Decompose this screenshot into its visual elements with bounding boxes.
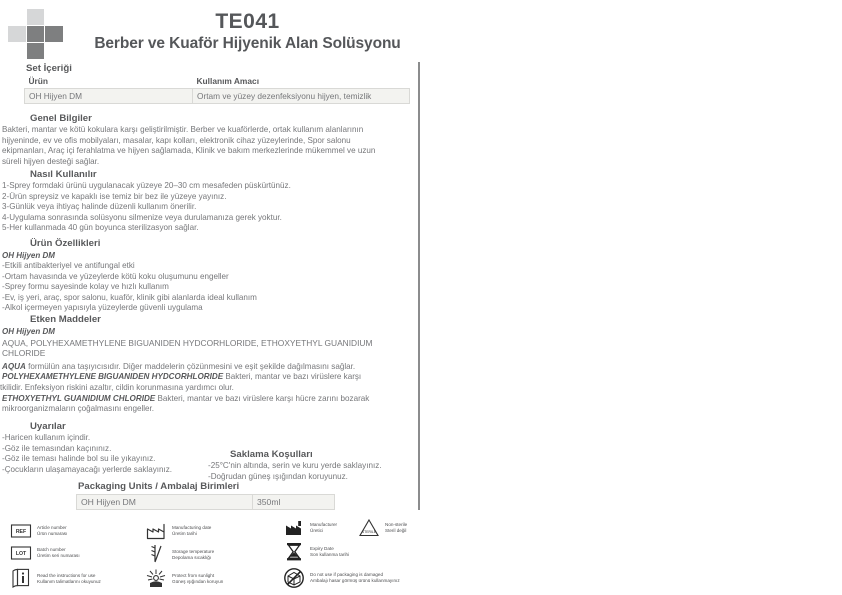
how-to-use-heading: Nasıl Kullanılır	[30, 169, 97, 180]
warnings-storage-columns	[0, 433, 420, 481]
text-line: -Göz ile teması halinde bol su ile yıkayınız.	[2, 454, 156, 464]
legend-text-en: Manufacturer	[310, 522, 338, 527]
text-line: Bakteri, mantar ve kötü kokulara karşı geliştirilmiştir. Berber ve kuaförlerde, ortak kullanım alanlarının	[2, 125, 364, 134]
logo-square-bottom	[27, 43, 44, 59]
ingredient-description	[2, 362, 414, 373]
text-line: -Etkili antibakteriyel ve antifungal etki	[2, 261, 135, 270]
text-line: -Doğrudan güneş ışığından koruyunuz.	[208, 471, 348, 481]
legend-item-batch-number	[10, 542, 80, 564]
ingredient-text: Bakteri, mantar ve bazı virüslere karşı	[223, 372, 362, 382]
legend-item-storage-temperature	[145, 544, 214, 566]
legend-item-damaged-packaging	[283, 567, 400, 589]
cell-product-name: OH Hijyen DM	[25, 89, 193, 104]
table-row	[25, 89, 410, 104]
manufacturing-date-factory-icon	[145, 520, 167, 542]
packaging-table	[76, 494, 335, 510]
column-header-product: Ürün	[28, 76, 49, 86]
text-line: ekipmanları, Araç içi ferahlatma ve hijyen sağlamada, Klinik ve bakım merkezlerinde mükemmel ve uzun	[2, 146, 376, 156]
text-line: -Sprey formu sayesinde kolay ve hızlı kullanım	[2, 282, 169, 292]
general-info-heading: Genel Bilgiler	[30, 113, 92, 124]
ingredient-text: Bakteri, mantar ve bazı virüslere karşı hücre zarını bozarak	[155, 393, 370, 403]
text-line: -Çocukların ulaşamayacağı yerlerde saklayınız.	[2, 464, 173, 474]
text-line: 2-Ürün spreysiz ve kapaklı ise temiz bir bez ile yüzeye yayınız.	[2, 191, 227, 201]
text-line: -Ev, iş yeri, araç, spor salonu, kuaför, klinik gibi alanlarda ideal kullanım	[2, 292, 257, 302]
legend-item-article-number	[10, 520, 67, 542]
document-header	[0, 0, 440, 60]
storage-heading: Saklama Koşulları	[230, 449, 313, 460]
manufacturer-factory-icon	[283, 517, 305, 539]
legend-text-en: Article number	[37, 525, 67, 530]
ingredient-term: POLYHEXAMETHYLENE BIGUANIDEN HYDCORHLORIDE	[2, 372, 224, 382]
document-title: Berber ve Kuaför Hijyenik Alan Solüsyonu	[94, 35, 401, 52]
cell-product-purpose: Ortam ve yüzey dezenfeksiyonu hijyen, temizlik	[193, 89, 410, 104]
legend-text	[385, 522, 407, 534]
legend-text-en: Batch number	[37, 547, 66, 552]
legend-item-expiry-date	[283, 541, 349, 563]
set-contents-table	[24, 75, 410, 104]
product-features-text	[0, 261, 420, 314]
legend-text	[310, 572, 400, 584]
warnings-heading: Uyarılar	[30, 421, 66, 432]
lot-batch-number-icon	[10, 542, 32, 564]
legend-text-tr: Son kullanma tarihi	[310, 552, 350, 557]
ingredient-text: formülün ana taşıyıcısıdır. Diğer maddelerin çözünmesini ve eşit şekilde dağılmasını sağlar.	[25, 361, 356, 371]
svg-text:LOT: LOT	[15, 551, 27, 557]
legend-text-en: Protect from sunlight	[172, 573, 215, 578]
legend-text-tr: Depolama sıcaklığı	[172, 555, 212, 560]
svg-text:STERILE: STERILE	[361, 530, 377, 534]
warnings-text	[2, 433, 202, 475]
cell-packaging-volume: 350ml	[253, 495, 335, 510]
legend-text-en: Storage temperature	[172, 549, 215, 554]
table-header-row	[25, 75, 410, 89]
legend-item-read-instructions	[10, 568, 101, 590]
ingredient-description	[0, 383, 414, 394]
ingredient-term: AQUA	[2, 361, 26, 371]
text-line: 1-Sprey formdaki ürünü uygulanacak yüzeye 20–30 cm mesafeden püskürtünüz.	[2, 181, 291, 190]
legend-item-manufacturing-date	[145, 520, 211, 542]
text-line: AQUA, POLYHEXAMETHYLENE BIGUANIDEN HYDCORHLORIDE, ETHOXYETHYL GUANIDIUM	[2, 338, 373, 348]
active-ingredients-descriptions	[0, 362, 420, 415]
active-ingredients-heading: Etken Maddeler	[30, 314, 101, 325]
logo-square-center	[27, 26, 44, 42]
legend-text	[37, 547, 80, 559]
symbol-legend	[0, 515, 442, 595]
text-line: -Haricen kullanım içindir.	[2, 433, 91, 442]
legend-text-tr: Steril değil	[385, 528, 407, 533]
text-line: -Ortam havasında ve yüzeylerde kötü koku oluşumunu engeller	[2, 271, 229, 281]
packaging-section	[76, 480, 336, 510]
legend-text-tr: Üretim tarihi	[172, 531, 197, 536]
text-line: CHLORIDE	[2, 348, 46, 359]
legend-text	[172, 525, 211, 537]
legend-text-en: Expiry Date	[310, 546, 334, 551]
ingredient-text: tkilidir. Enfeksiyon riskini azaltır, cildin korunmasına yardımcı olur.	[0, 383, 234, 392]
expiry-date-hourglass-icon	[283, 541, 305, 563]
column-header-purpose: Kullanım Amacı	[196, 76, 260, 86]
text-line: 5-Her kullanmada 40 gün boyunca sterilizasyon sağlar.	[2, 223, 199, 233]
storage-text	[204, 461, 416, 482]
text-line: 4-Uygulama sonrasında solüsyonu silmenize veya durulamanıza gerek yoktur.	[2, 212, 282, 222]
non-sterile-triangle-icon	[358, 517, 380, 539]
legend-text-en: Manufacturing date	[172, 525, 212, 530]
warnings-storage-section	[0, 416, 420, 481]
svg-text:REF: REF	[15, 529, 27, 535]
legend-text-tr: Güneş ışığından koruyun	[172, 579, 224, 584]
product-features-section	[0, 233, 420, 314]
legend-text-tr: Ambalajı hasar görmüş ürünü kullanmayınız	[310, 578, 400, 583]
storage-temperature-thermometer-icon	[145, 544, 167, 566]
packaging-heading: Packaging Units / Ambalaj Birimleri	[78, 481, 240, 492]
legend-text	[37, 525, 67, 537]
ref-article-number-icon	[10, 520, 32, 542]
ingredient-description	[2, 404, 414, 415]
legend-text	[310, 546, 349, 558]
logo-square-top	[27, 9, 44, 25]
general-info-text	[0, 125, 420, 167]
legend-text-en: Read the instructions for use	[37, 573, 96, 578]
active-ingredients-section	[0, 309, 420, 415]
legend-text	[172, 573, 223, 585]
active-ingredients-formula	[0, 338, 420, 359]
legend-text-tr: Kullanım talimatlarını okuyunuz	[37, 579, 101, 584]
text-line: -Göz ile temasından kaçınınız.	[2, 443, 112, 453]
ingredient-description	[2, 394, 414, 405]
legend-text-en: Non-sterile	[385, 522, 408, 527]
storage-column	[204, 433, 416, 482]
how-to-use-section	[0, 164, 420, 234]
text-line: süreli hijyen desteği sağlar.	[2, 156, 100, 166]
legend-text	[37, 573, 101, 585]
legend-item-protect-from-sunlight	[145, 568, 223, 590]
active-ingredients-subtitle: OH Hijyen DM	[2, 327, 55, 336]
legend-text	[310, 522, 337, 534]
document-code: TE041	[215, 10, 280, 33]
cell-packaging-product: OH Hijyen DM	[77, 495, 253, 510]
how-to-use-text	[0, 181, 420, 234]
title-block	[60, 10, 435, 54]
product-features-heading: Ürün Özellikleri	[30, 238, 101, 249]
ingredient-description	[2, 372, 414, 383]
legend-text-tr: Ürün numarası	[37, 531, 68, 536]
legend-item-non-sterile	[358, 517, 407, 539]
legend-text-tr: Üretim seri numarası	[37, 553, 80, 558]
legend-item-manufacturer	[283, 517, 337, 539]
protect-from-sunlight-icon	[145, 568, 167, 590]
gray-cross-logo	[8, 9, 64, 59]
legend-text-en: Do not use if packaging is damaged	[310, 572, 384, 577]
logo-square-left	[8, 26, 26, 42]
table-row	[77, 495, 335, 510]
legend-text	[172, 549, 214, 561]
set-contents-heading: Set İçeriği	[26, 63, 72, 74]
ingredient-term: ETHOXYETHYL GUANIDIUM CHLORIDE	[2, 393, 156, 403]
text-line: 3-Günlük veya ihtiyaç halinde düzenli kullanım önerilir.	[2, 202, 197, 212]
warnings-column	[2, 433, 202, 475]
legend-text-tr: Üretici	[310, 528, 324, 533]
text-line: hijyeninde, ev ve ofis mobilyaları, masalar, kapı kolları, elektronik cihaz yüzeylerinde, Spor salonu	[2, 135, 351, 145]
damaged-packaging-icon	[283, 567, 305, 589]
general-info-section	[0, 108, 420, 167]
set-contents-section	[0, 62, 420, 104]
product-features-subtitle: OH Hijyen DM	[2, 251, 55, 260]
text-line: -Alkol içermeyen yapısıyla yüzeylerde güvenli uygulama	[2, 303, 203, 313]
instructions-booklet-icon	[10, 568, 32, 590]
ingredient-text: mikroorganizmaların çoğalmasını engeller.	[2, 404, 155, 414]
text-line: -25°C'nin altında, serin ve kuru yerde saklayınız.	[208, 461, 382, 470]
